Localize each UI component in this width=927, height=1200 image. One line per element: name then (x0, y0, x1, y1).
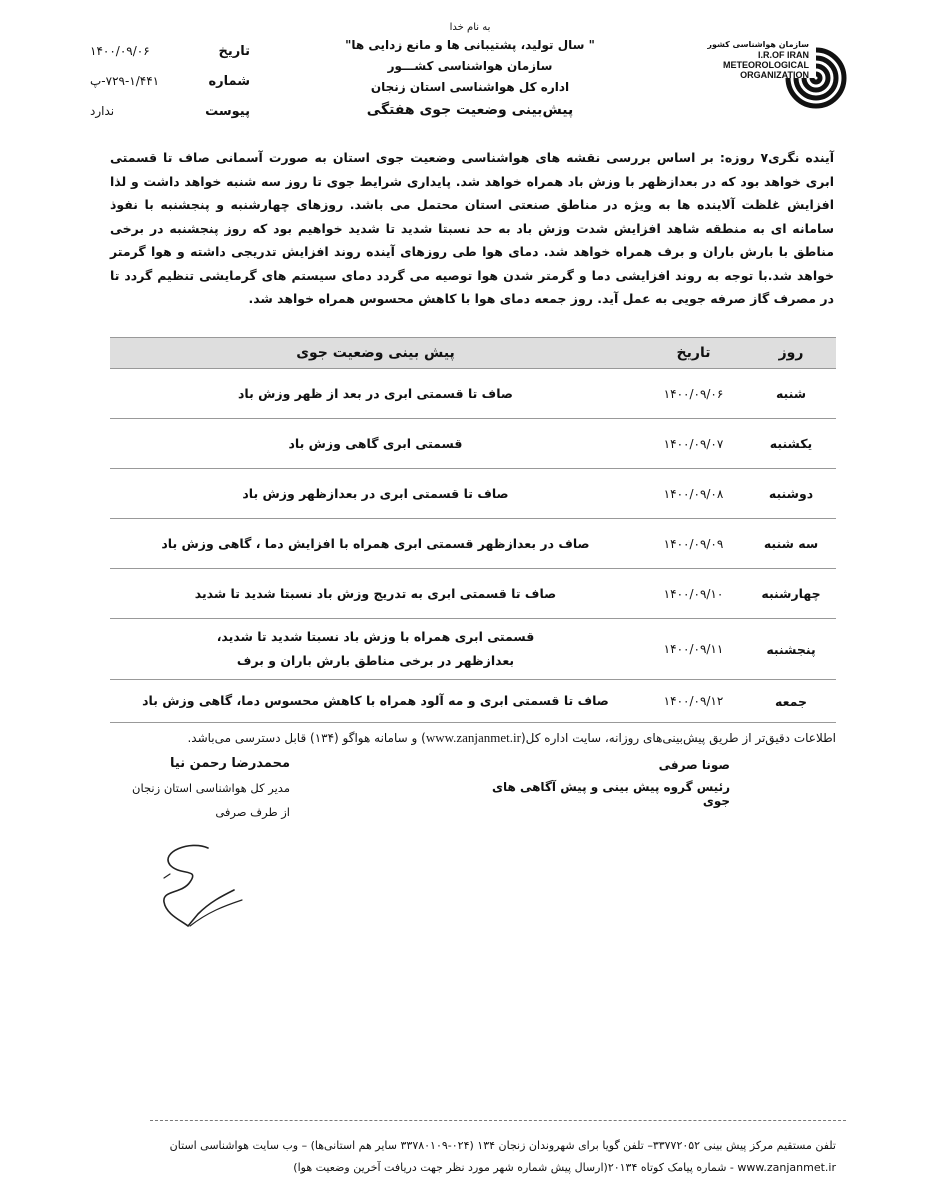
letter-header (330, 22, 610, 118)
row-day: سه شنبه (763, 536, 819, 551)
row-forecast-line: قسمتی ابری همراه با وزش باد نسبتا شدید تا شدید، (216, 629, 535, 644)
row-date: ۱۴۰۰/۰۹/۰۸ (663, 486, 724, 501)
meta-number-row (60, 66, 250, 96)
row-forecast (110, 532, 641, 556)
row-date: ۱۴۰۰/۰۹/۰۶ (663, 386, 724, 401)
director-signatory (100, 756, 290, 819)
table-row (110, 619, 836, 680)
spiral-logo-icon (783, 38, 849, 118)
row-forecast-line: صاف در بعدازظهر قسمتی ابری همراه با افزایش دما ، گاهی وزش باد (161, 535, 590, 551)
forecast-group-signatory (490, 758, 730, 808)
row-forecast-line: صاف تا قسمتی ابری در بعدازظهر وزش باد (242, 485, 509, 501)
row-day: چهارشنبه (761, 586, 821, 601)
footer-contact-line: تلفن مستقیم مرکز پیش بینی ۳۳۷۷۲۰۵۲– تلفن گویا برای شهروندان زنجان ۱۳۴ (۰۲۴-۳۳۷۸۰۱۰۹ سایر هم استانی‌ها) – وب سایت هواشناسی استان (169, 1139, 836, 1152)
meta-attachment-row (60, 96, 250, 126)
info-text-after: ) و سامانه هواگو (۱۳۴) قابل دسترسی می‌باشد. (187, 731, 426, 745)
footer (110, 1135, 836, 1179)
row-date: ۱۴۰۰/۰۹/۱۲ (663, 694, 724, 708)
year-slogan: " سال تولید، پشتیبانی ها و مانع زدایی ها" (345, 38, 595, 52)
table-row (110, 569, 836, 619)
row-day: شنبه (775, 386, 807, 401)
row-day: یکشنبه (769, 436, 813, 451)
logo-name-fa: سازمان هواشناسی کشور (707, 40, 809, 49)
info-text-before: اطلاعات دقیق‌تر از طریق پیش‌بینی‌های روزانه، سایت اداره کل( (521, 731, 836, 745)
date-value: ۱۴۰۰/۰۹/۰۶ (90, 44, 150, 58)
organization-name: سازمان هواشناسی کشـــور (387, 59, 553, 73)
row-day: پنجشنبه (766, 641, 816, 657)
office-name: اداره کل هواشناسی استان زنجان (370, 80, 570, 94)
row-forecast (110, 482, 641, 506)
handwritten-signature (150, 840, 250, 930)
footer-sms-line: www.zanjanmet.ir - شماره پیامک کوتاه ۲۰۱۳۴(ارسال پیش شماره شهر مورد نظر جهت دریافت آخرین وضعیت هوا) (293, 1161, 836, 1174)
header-forecast: پیش بینی وضعیت جوی (296, 345, 455, 361)
director-name: محمدرضا رحمن نیا (170, 756, 290, 771)
row-forecast (110, 689, 641, 713)
row-date: ۱۴۰۰/۰۹/۱۱ (663, 642, 724, 656)
signatory-name: صونا صرفی (658, 758, 730, 772)
table-row (110, 519, 836, 569)
row-forecast (110, 382, 641, 406)
bismillah: به نام خدا (449, 22, 491, 33)
row-forecast-line: صاف تا قسمتی ابری در بعد از ظهر وزش باد (238, 385, 513, 401)
row-date: ۱۴۰۰/۰۹/۱۰ (663, 586, 724, 601)
row-date: ۱۴۰۰/۰۹/۰۷ (663, 436, 724, 451)
table-row (110, 680, 836, 723)
signatory-role: رئیس گروه پیش بینی و پیش آگاهی های جوی (491, 780, 730, 808)
director-role: مدیر کل هواشناسی استان زنجان (132, 781, 290, 795)
date-label: تاریخ (218, 43, 250, 59)
row-date: ۱۴۰۰/۰۹/۰۹ (663, 536, 724, 551)
website-link[interactable]: www.zanjanmet.ir (425, 730, 521, 745)
row-forecast (110, 582, 641, 606)
number-label: شماره (208, 73, 250, 89)
logo-name-en-1: I.R.OF IRAN (758, 50, 809, 60)
row-forecast-line-2: بعدازظهر در برخی مناطق بارش باران و برف (236, 653, 515, 668)
row-day: جمعه (774, 693, 808, 709)
number-value: ۷۲۹-۱/۴۴۱-پ (90, 74, 160, 88)
row-forecast (110, 625, 641, 673)
on-behalf-note: از طرف صرفی (215, 805, 290, 819)
row-forecast (110, 432, 641, 456)
document-title: پیش‌بینی وضعیت جوی هفتگی (366, 102, 574, 118)
footer-divider (150, 1120, 846, 1121)
organization-logo (709, 28, 849, 128)
letter-meta (60, 36, 250, 126)
forecast-table (110, 337, 836, 723)
logo-name-en-2: METEOROLOGICAL (723, 60, 809, 70)
attachment-label: پیوست (205, 103, 250, 119)
table-row (110, 419, 836, 469)
table-row (110, 469, 836, 519)
meta-date-row (60, 36, 250, 66)
row-forecast-line: صاف تا قسمتی ابری و مه آلود همراه با کاهش محسوس دما، گاهی وزش باد (142, 693, 609, 708)
row-day: دوشنبه (768, 486, 814, 501)
logo-name-en-3: ORGANIZATION (740, 70, 809, 80)
header-day: روز (778, 345, 804, 361)
row-forecast-line: قسمتی ابری گاهی وزش باد (288, 435, 463, 451)
attachment-value: ندارد (90, 104, 115, 118)
table-row (110, 369, 836, 419)
info-line (160, 730, 836, 746)
row-forecast-line: صاف تا قسمتی ابری به تدریج وزش باد نسبتا شدید تا شدید (194, 585, 557, 601)
header-date: تاریخ (676, 345, 711, 361)
table-header (110, 337, 836, 369)
outlook-paragraph: آینده نگری۷ روزه: بر اساس بررسی نقشه های هواشناسی وضعیت جوی استان به صورت آسمانی صاف تا قسمتی ابری خواهد بود که در بعدازظهر با وزش باد همراه خواهد شد. پایداری شرایط جوی تا روز سه شنبه خواهد داشت و لذا افزایش غلظت آلاینده ها به ویژه در مناطق صنعتی استان محتمل می باشد. روزهای چهارشنبه و پنجشنبه با نفوذ سامانه ای به منطقه شاهد افزایش شدت وزش باد به حد نسبتا شدید تا شدید خواهیم بود که روز پنجشنبه در برخی مناطق با بارش باران و برف همراه خواهد شد. دمای هوا طی روزهای آینده روند افزایش تدریجی داشته و هوا گرمتر خواهد شد.با توجه به روند افزایشی دما و گرمتر شدن هوا توصیه می گردد دمای سیستم های گرمایشی تنظیم گردد تا در مصرف گاز صرفه جویی به عمل آید. روز جمعه دمای هوا با کاهش محسوس همراه خواهد شد. (110, 150, 834, 306)
